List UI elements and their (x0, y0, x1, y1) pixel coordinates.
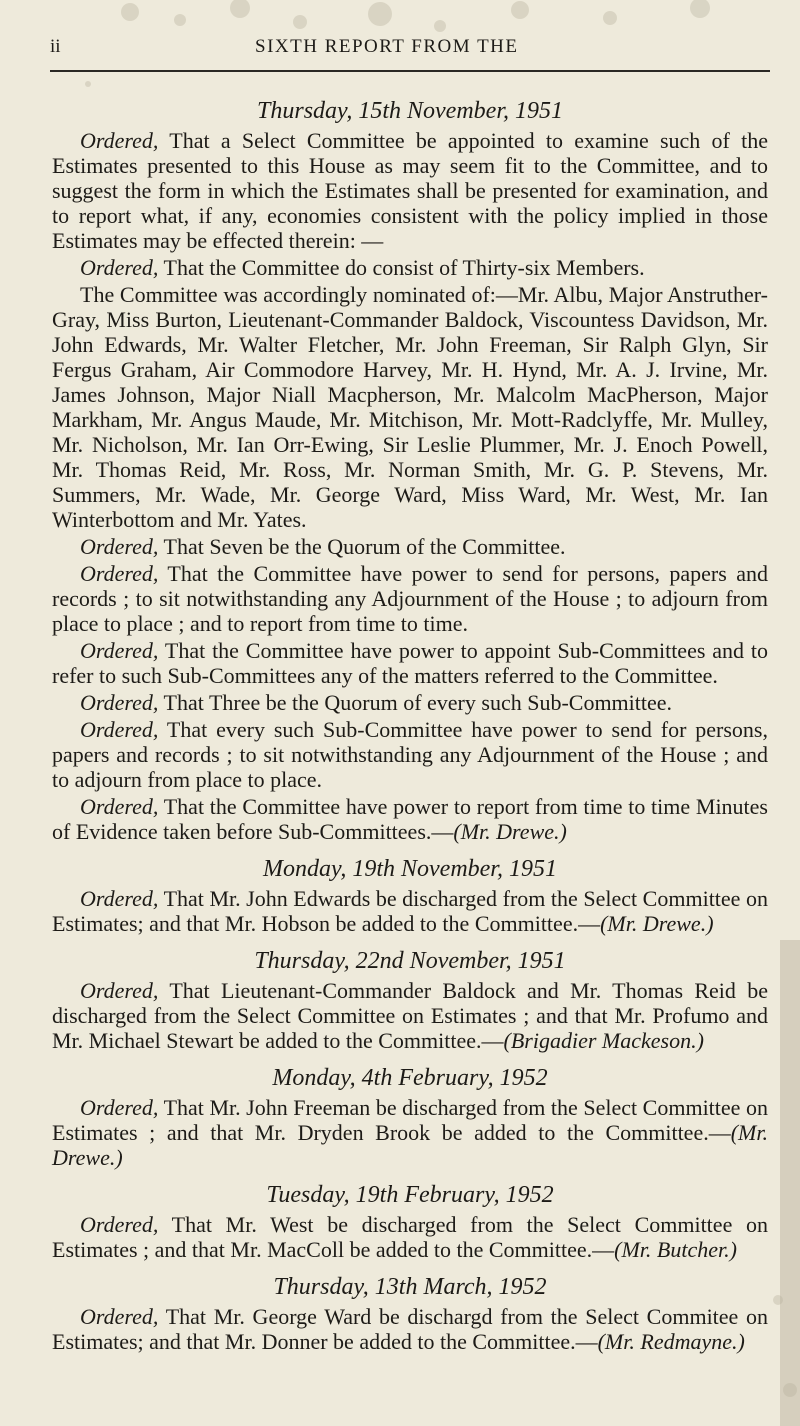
order-lead: Ordered, (80, 1212, 159, 1237)
mover-name: (Mr. Drewe.) (453, 819, 567, 844)
order-paragraph (52, 534, 768, 559)
order-paragraph (52, 255, 768, 280)
page-number: ii (50, 36, 61, 57)
section-date: Thursday, 13th March, 1952 (273, 1274, 547, 1300)
order-text: That Mr. West be discharged from the Select Committee on Estimates ; and that Mr. MacColl be added to the Committee.— (52, 1212, 768, 1262)
section-date: Thursday, 15th November, 1951 (257, 98, 563, 124)
order-text: That Lieutenant-Commander Baldock and Mr. Thomas Reid be discharged from the Select Committee on Estimates ; and that Mr. Profumo and Mr. Michael Stewart be added to the Committee.— (52, 978, 768, 1053)
order-lead: Ordered, (80, 978, 159, 1003)
order-text: That the Committee have power to send for persons, papers and records ; to sit notwithstanding any Adjournment of the House ; to adjourn from place to place ; and to report from time to time. (52, 561, 768, 636)
order-paragraph (52, 717, 768, 792)
order-lead: Ordered, (80, 794, 159, 819)
order-text: That Three be the Quorum of every such Sub-Committee. (158, 690, 673, 715)
order-text: That the Committee have power to report from time to time Minutes of Evidence taken before Sub-Committees.— (52, 794, 768, 844)
order-paragraph (52, 561, 768, 636)
section-gap (52, 1055, 768, 1063)
order-lead: Ordered, (80, 638, 159, 663)
header-rule (50, 70, 770, 72)
mover-name: (Mr. Drewe.) (52, 1120, 768, 1170)
order-text: That a Select Committee be appointed to examine such of the Estimates presented to this House as may seem fit to the Committee, and to suggest the form in which the Estimates shall be presented for examination, and to report what, if any, economies consistent with the policy implied in those Estimates may be effected therein: — (52, 128, 768, 253)
section-gap (52, 1172, 768, 1180)
section-date: Monday, 4th February, 1952 (272, 1065, 548, 1091)
order-text: That Mr. John Freeman be discharged from the Select Committee on Estimates ; and that Mr. Dryden Brook be added to the Committee.— (52, 1095, 768, 1145)
section-gap (52, 938, 768, 946)
order-paragraph (52, 282, 768, 532)
order-text: That the Committee have power to appoint Sub-Committees and to refer to such Sub-Committees any of the matters referred to the Committee. (52, 638, 768, 688)
section-gap (52, 846, 768, 854)
order-text: That Seven be the Quorum of the Committee. (158, 534, 566, 559)
order-lead: Ordered, (80, 534, 159, 559)
section-date: Thursday, 22nd November, 1951 (254, 948, 566, 974)
order-paragraph (52, 128, 768, 253)
order-paragraph (52, 1095, 768, 1170)
order-paragraph (52, 638, 768, 688)
order-text: That the Committee do consist of Thirty-six Members. (158, 255, 645, 280)
section-date: Tuesday, 19th February, 1952 (266, 1182, 554, 1208)
order-text: The Committee was accordingly nominated of:—Mr. Albu, Major Anstruther-Gray, Miss Burton, Lieutenant-Commander Baldock, Viscountess Davidson, Mr. John Edwards, Mr. Walter Fletcher, Mr. John Freeman, Sir Ralph Glyn, Sir Fergus Graham, Air Commodore Harvey, Mr. H. Hynd, Mr. A. J. Irvine, Mr. James Johnson, Major Niall Macpherson, Mr. Malcolm MacPherson, Major Markham, Mr. Angus Maude, Mr. Mitchison, Mr. Mott-Radclyffe, Mr. Mulley, Mr. Nicholson, Mr. Ian Orr-Ewing, Sir Leslie Plummer, Mr. J. Enoch Powell, Mr. Thomas Reid, Mr. Ross, Mr. Norman Smith, Mr. G. P. Stevens, Mr. Summers, Mr. Wade, Mr. George Ward, Miss Ward, Mr. West, Mr. Ian Winterbottom and Mr. Yates. (52, 282, 768, 532)
order-lead: Ordered, (80, 1304, 159, 1329)
order-lead: Ordered, (80, 255, 159, 280)
order-paragraph (52, 794, 768, 844)
order-paragraph (52, 1212, 768, 1262)
order-lead: Ordered, (80, 886, 159, 911)
section-gap (52, 1264, 768, 1272)
order-paragraph (52, 886, 768, 936)
document-body (52, 96, 768, 1356)
mover-name: (Mr. Butcher.) (614, 1237, 737, 1262)
order-lead: Ordered, (80, 1095, 159, 1120)
section-date: Monday, 19th November, 1951 (263, 856, 557, 882)
order-paragraph (52, 1304, 768, 1354)
order-text: That Mr. John Edwards be discharged from the Select Committee on Estimates; and that Mr. Hobson be added to the Committee.— (52, 886, 768, 936)
mover-name: (Mr. Drewe.) (600, 911, 714, 936)
order-lead: Ordered, (80, 128, 159, 153)
order-lead: Ordered, (80, 561, 159, 586)
running-head: SIXTH REPORT FROM THE (255, 36, 519, 57)
order-lead: Ordered, (80, 717, 159, 742)
order-paragraph (52, 690, 768, 715)
order-lead: Ordered, (80, 690, 159, 715)
order-text: That Mr. George Ward be dischargd from the Select Commitee on Estimates; and that Mr. Donner be added to the Committee.— (52, 1304, 768, 1354)
mover-name: (Mr. Redmayne.) (597, 1329, 745, 1354)
order-paragraph (52, 978, 768, 1053)
page-header (50, 36, 770, 62)
mover-name: (Brigadier Mackeson.) (503, 1028, 704, 1053)
order-text: That every such Sub-Committee have power to send for persons, papers and records ; to sit notwithstanding any Adjournment of the House ; and to adjourn from place to place. (52, 717, 768, 792)
